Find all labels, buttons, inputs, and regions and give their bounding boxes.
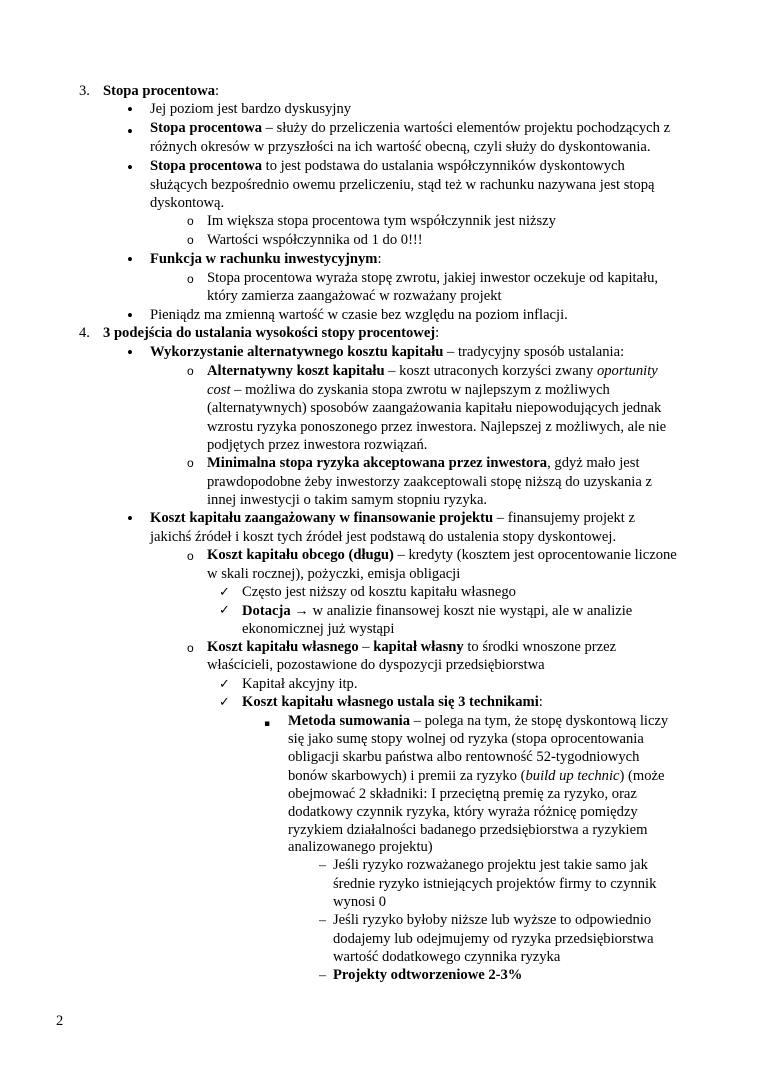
text-line	[207, 566, 460, 584]
text-run: Koszt kapitału obcego (długu)	[207, 547, 394, 563]
text-line	[150, 344, 624, 362]
text-run: w analizie finansowej koszt nie wystąpi, ale w analizie	[312, 603, 633, 619]
text-run: bonów skarbowych) i premii za ryzyko (	[288, 768, 526, 784]
text-run: Kapitał akcyjny itp.	[242, 676, 358, 692]
text-line	[207, 437, 427, 455]
text-run: Koszt kapitału zaangażowany w finansowanie projektu	[150, 510, 494, 526]
text-line	[288, 731, 644, 749]
text-run: dodajemy lub odejmujemy od ryzyka przedsiębiorstwa	[333, 931, 654, 947]
text-line	[333, 894, 386, 912]
text-run: – kredyty (kosztem jest oprocentowanie liczone	[393, 547, 677, 563]
text-run: ekonomicznej już wystąpi	[242, 621, 395, 637]
text-run: :	[435, 325, 440, 341]
text-run: cost	[207, 382, 231, 398]
text-run: obligacji skarbu państwa albo rentowność 52-tygodniowych	[288, 749, 640, 765]
text-run: – polega na tym, że stopę dyskontową liczy	[410, 713, 669, 729]
text-run: Stopa procentowa wyraża stopę zwrotu, jakiej inwestor oczekuje od kapitału,	[207, 270, 659, 286]
text-run: – finansujemy projekt z	[493, 510, 635, 526]
text-run: Stopa procentowa	[150, 120, 263, 136]
text-run: obejmować 2 składniki: I przeciętną premię za ryzyko, oraz	[288, 786, 637, 802]
checkmark-icon: ✓	[219, 585, 230, 600]
checkmark-icon: ✓	[219, 695, 230, 710]
text-run: ) (może	[619, 768, 665, 784]
circle-bullet-icon: o	[187, 364, 194, 378]
text-line	[288, 786, 637, 804]
text-run: Stopa procentowa	[150, 158, 263, 174]
text-line	[207, 213, 556, 231]
square-bullet-icon: ▪	[264, 719, 271, 729]
text-run: Koszt kapitału własnego	[207, 639, 359, 655]
text-run: ryzykiem działalności badanego przedsiębiorstwa a ryzykiem	[288, 822, 648, 838]
text-run: :	[538, 694, 543, 710]
text-run: build up technic	[525, 768, 620, 784]
text-run: dodatkowy czynnik ryzyka, który wyraża różnicę pomiędzy	[288, 804, 638, 820]
text-run: Stopa procentowa	[103, 83, 216, 99]
text-run: kapitał własny	[373, 639, 464, 655]
text-line	[333, 912, 651, 930]
section-3-heading	[103, 83, 219, 101]
text-run: podjętych przez inwestora rozwiązań.	[207, 437, 428, 453]
text-run: Dotacja	[242, 603, 291, 619]
text-run: Funkcja w rachunku inwestycyjnym	[150, 251, 378, 267]
text-line	[207, 492, 487, 510]
text-line	[207, 419, 666, 437]
text-line	[150, 251, 382, 269]
text-line	[242, 676, 358, 694]
circle-bullet-icon: o	[187, 233, 194, 247]
text-run: – tradycyjny sposób ustalania:	[443, 344, 625, 360]
text-line	[150, 529, 616, 547]
text-line	[150, 510, 635, 528]
text-run: Wykorzystanie alternatywnego kosztu kapitału	[150, 344, 444, 360]
text-run: oportunity	[596, 363, 658, 379]
text-run: →	[290, 603, 313, 619]
text-run: 3 podejścia do ustalania wysokości stopy procentowej	[103, 325, 436, 341]
circle-bullet-icon: o	[187, 272, 194, 286]
text-line	[150, 120, 670, 138]
text-run: Koszt kapitału własnego ustala się 3 technikami	[242, 694, 539, 710]
text-line	[333, 857, 648, 875]
text-run: Projekty odtworzeniowe 2-3%	[333, 967, 523, 983]
text-line	[207, 639, 616, 657]
text-run: , gdyż mało jest	[547, 455, 640, 471]
text-run: analizowanego projektu)	[288, 839, 433, 855]
text-run: się jako sumę stopy wolnej od ryzyka (stopa oprocentowania	[288, 731, 644, 747]
text-run: – możliwa do zyskania stopa zwrotu w najlepszym z możliwych	[230, 382, 610, 398]
text-line	[333, 967, 522, 985]
circle-bullet-icon: o	[187, 549, 194, 563]
text-run: Jeśli ryzyko rozważanego projektu jest takie samo jak	[333, 857, 648, 873]
text-run: :	[377, 251, 382, 267]
text-line	[333, 876, 656, 894]
text-run: Minimalna stopa ryzyka akceptowana przez inwestora	[207, 455, 548, 471]
section-4-heading	[103, 325, 439, 343]
circle-bullet-icon: o	[187, 641, 194, 655]
text-run: to środki wnoszone przez	[463, 639, 617, 655]
text-line	[242, 584, 516, 602]
text-run: – służy do przeliczenia wartości elementów projektu pochodzących z	[262, 120, 671, 136]
dash-bullet-icon: –	[319, 968, 326, 983]
text-run: :	[215, 83, 220, 99]
text-run: w skali rocznej), pożyczki, emisja obligacji	[207, 566, 461, 582]
list-number-3: 3.	[79, 83, 90, 99]
page-number: 2	[56, 1013, 64, 1029]
text-line	[207, 288, 502, 306]
text-run: Alternatywny koszt kapitału	[207, 363, 385, 379]
text-line	[207, 400, 661, 418]
bullet-icon: •	[127, 158, 133, 177]
text-run: Jeśli ryzyko byłoby niższe lub wyższe to odpowiednio	[333, 912, 652, 928]
checkmark-icon: ✓	[219, 677, 230, 692]
text-line	[150, 177, 655, 195]
text-run: właścicieli, pozostawione do dyspozycji przedsiębiorstwa	[207, 657, 545, 673]
text-line	[288, 839, 433, 857]
text-line	[150, 139, 651, 157]
text-run: innej inwestycji o takim samym stopniu ryzyka.	[207, 492, 488, 508]
text-run: jakichś źródeł i koszt tych źródeł jest podstawą do ustalenia stopy dyskontowej.	[150, 529, 617, 545]
bullet-icon: •	[127, 306, 133, 325]
text-run: prawdopodobne żeby inwestorzy zaakceptowali stopę niższą do uzyskania z	[207, 474, 652, 490]
text-run: służących bezpośrednio owemu przeliczeniu, stąd też w rachunku nazywana jest stopą	[150, 177, 655, 193]
text-run: Jej poziom jest bardzo dyskusyjny	[150, 101, 352, 117]
text-line	[207, 474, 652, 492]
text-line	[150, 158, 625, 176]
text-run: wartość dodatkowego czynnika ryzyka	[333, 949, 561, 965]
text-line	[242, 621, 394, 639]
text-run: – koszt utraconych korzyści zwany	[384, 363, 597, 379]
text-line	[288, 768, 665, 786]
bullet-icon: •	[127, 122, 133, 141]
text-line	[288, 804, 638, 822]
bullet-icon: •	[127, 250, 133, 269]
text-line	[150, 195, 224, 213]
text-run: dyskontową.	[150, 195, 225, 211]
text-run: (alternatywnych) sposobów zaangażowania kapitału niepowodujących jednak	[207, 400, 662, 416]
text-run: Metoda sumowania	[288, 713, 411, 729]
text-line	[207, 382, 610, 400]
text-line	[288, 822, 647, 840]
bullet-icon: •	[127, 343, 133, 362]
bullet-icon: •	[127, 509, 133, 528]
text-line	[333, 931, 654, 949]
list-number-4: 4.	[79, 325, 90, 341]
text-line	[242, 694, 543, 712]
text-run: Im większa stopa procentowa tym współczynnik jest niższy	[207, 213, 556, 229]
text-run: Często jest niższy od kosztu kapitału własnego	[242, 584, 516, 600]
text-line	[207, 232, 423, 250]
text-line	[207, 270, 658, 288]
circle-bullet-icon: o	[187, 214, 194, 228]
text-line	[333, 949, 560, 967]
text-run: –	[358, 639, 374, 655]
text-line	[207, 455, 640, 473]
bullet-icon: •	[127, 100, 133, 119]
text-run: Wartości współczynnika od 1 do 0!!!	[207, 232, 423, 248]
text-run: wzrostu ryzyka ponoszonego przez inwestora. Najlepszej z możliwych, ale nie	[207, 419, 667, 435]
text-run: średnie ryzyko istniejących projektów firmy to czynnik	[333, 876, 657, 892]
text-run: różnych okresów w przyszłości na ich wartość obecną, czyli służy do dyskontowania.	[150, 139, 651, 155]
text-line	[288, 713, 668, 731]
dash-bullet-icon: –	[319, 858, 326, 873]
text-line	[150, 101, 351, 119]
text-line	[150, 307, 568, 325]
text-line	[207, 547, 677, 565]
text-run: który zamierza zaangażować w rozważany projekt	[207, 288, 502, 304]
text-run: wynosi 0	[333, 894, 387, 910]
text-run: Pieniądz ma zmienną wartość w czasie bez względu na poziom inflacji.	[150, 307, 568, 323]
text-line	[288, 749, 639, 767]
text-line	[207, 657, 545, 675]
text-line	[207, 363, 658, 381]
checkmark-icon: ✓	[219, 603, 230, 618]
text-run: to jest podstawa do ustalania współczynników dyskontowych	[262, 158, 625, 174]
circle-bullet-icon: o	[187, 456, 194, 470]
text-line	[242, 603, 632, 621]
dash-bullet-icon: –	[319, 913, 326, 928]
